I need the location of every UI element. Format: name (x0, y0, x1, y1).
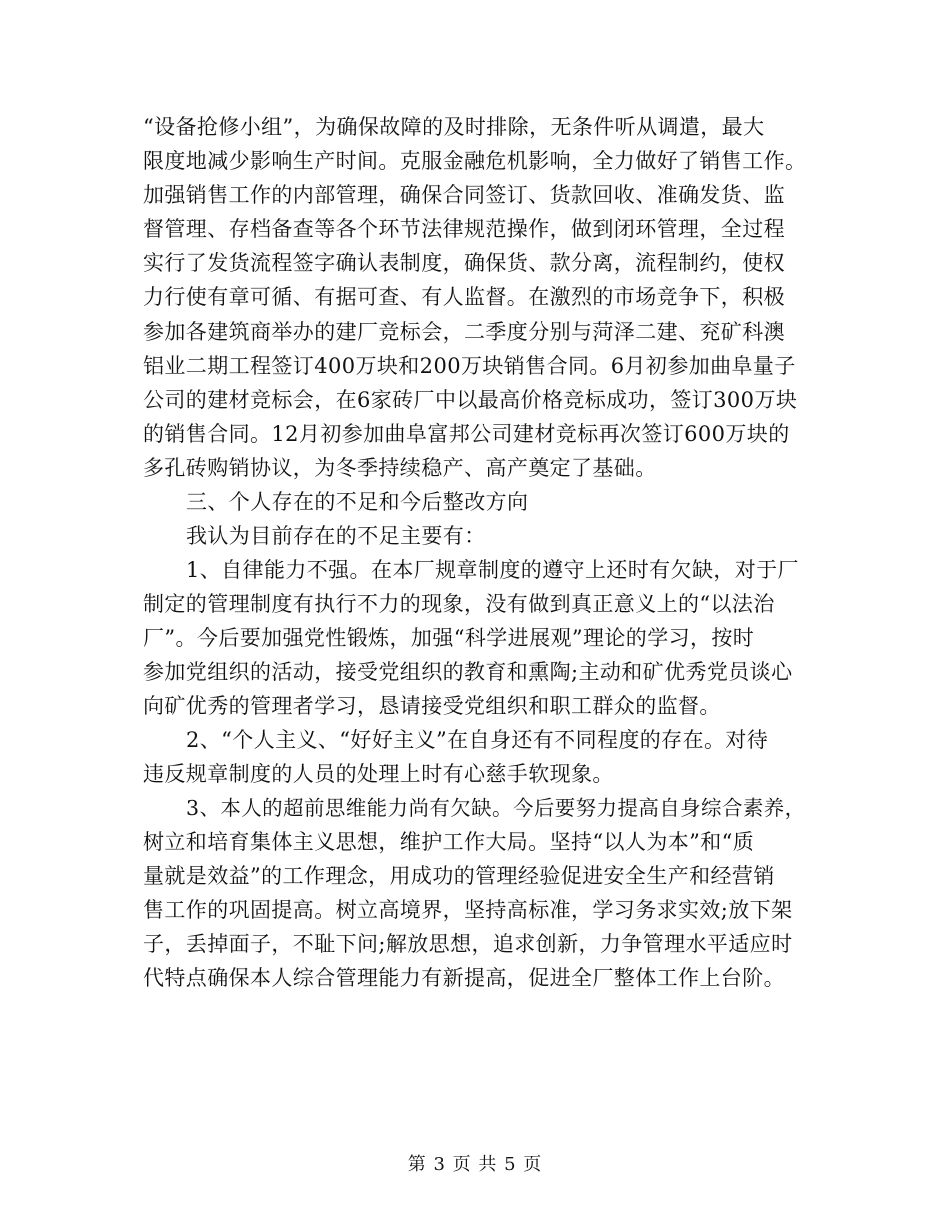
paragraph-line: 铝业二期工程签订400万块和200万块销售合同。6月初参加曲阜量子 (143, 354, 796, 378)
paragraph-line: 制定的管理制度有执行不力的现象，没有做到真正意义上的“以法治 (143, 592, 775, 616)
paragraph-line: 向矿优秀的管理者学习，恳请接受党组织和职工群众的监督。 (143, 694, 721, 718)
paragraph-line: 违反规章制度的人员的处理上时有心慈手软现象。 (143, 762, 614, 786)
paragraph-line: 督管理、存档备查等各个环节法律规范操作，做到闭环管理，全过程 (143, 217, 785, 241)
paragraph-line: 力行使有章可循、有据可查、有人监督。在激烈的市场竞争下，积极 (143, 285, 785, 309)
page-number-footer: 第 3 页 共 5 页 (407, 1154, 543, 1175)
paragraph-line: 量就是效益”的工作理念，用成功的管理经验促进安全生产和经营销 (143, 864, 775, 888)
paragraph-line: 的销售合同。12月初参加曲阜富邦公司建材竞标再次签订600万块的 (143, 422, 790, 446)
paragraph-line: 子，丢掉面子，不耻下问;解放思想，追求创新，力争管理水平适应时 (143, 932, 793, 956)
paragraph-line: “设备抢修小组”，为确保故障的及时排除，无条件听从调遣，最大 (143, 115, 765, 139)
paragraph-line: 多孔砖购销协议，为冬季持续稳产、高产奠定了基础。 (143, 456, 657, 480)
paragraph-line: 参加党组织的活动，接受党组织的教育和熏陶;主动和矿优秀党员谈心 (143, 660, 793, 684)
paragraph-line: 树立和培育集体主义思想，维护工作大局。坚持“以人为本”和“质 (143, 830, 755, 854)
paragraph-line: 2、“个人主义、“好好主义”在自身还有不同程度的存在。对待 (186, 728, 769, 752)
section-heading: 三、个人存在的不足和今后整改方向 (186, 490, 529, 514)
paragraph-line: 实行了发货流程签字确认表制度，确保货、款分离，流程制约，使权 (143, 251, 785, 275)
paragraph-line: 1、自律能力不强。在本厂规章制度的遵守上还时有欠缺，对于厂 (186, 558, 799, 582)
paragraph-line: 售工作的巩固提高。树立高境界，坚持高标准，学习务求实效;放下架 (143, 898, 793, 922)
paragraph-line: 公司的建材竞标会，在6家砖厂中以最高价格竞标成功，签订300万块 (143, 388, 798, 412)
paragraph-line: 限度地减少影响生产时间。克服金融危机影响，全力做好了销售工作。 (143, 149, 807, 173)
paragraph-line: 3、本人的超前思维能力尚有欠缺。今后要努力提高自身综合素养， (186, 796, 806, 820)
paragraph-line: 我认为目前存在的不足主要有： (186, 524, 486, 548)
paragraph-line: 厂”。今后要加强党性锻炼，加强“科学进展观”理论的学习，按时 (143, 626, 755, 650)
paragraph-line: 代特点确保本人综合管理能力有新提高，促进全厂整体工作上台阶。 (143, 966, 785, 990)
paragraph-line: 参加各建筑商举办的建厂竞标会，二季度分别与菏泽二建、兖矿科澳 (143, 320, 785, 344)
paragraph-line: 加强销售工作的内部管理，确保合同签订、货款回收、准确发货、监 (143, 183, 785, 207)
